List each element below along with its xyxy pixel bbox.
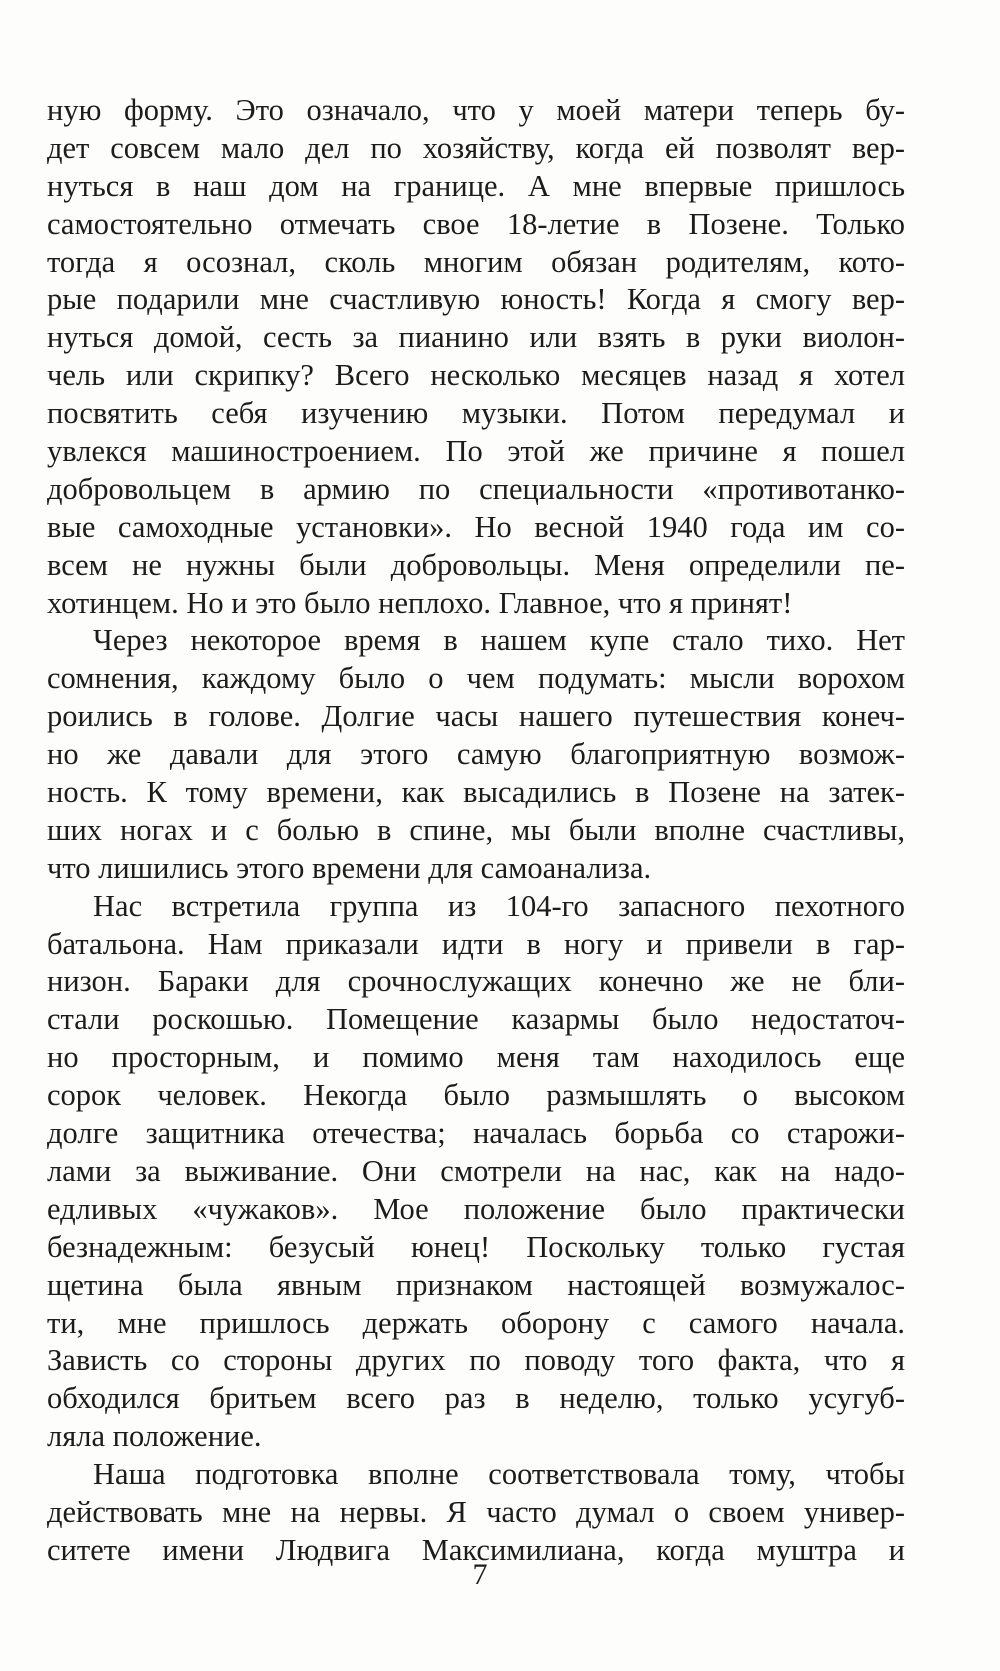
text-line: сомнения, каждому было о чем подумать: мысли ворохом xyxy=(47,661,905,696)
text-line: самостоятельно отмечать свое 18-летие в Позене. Только xyxy=(47,206,905,241)
text-line: щетина была явным признаком настоящей возмужалос- xyxy=(47,1267,905,1302)
paragraph-first-line: Через некоторое время в нашем купе стало тихо. Нет xyxy=(93,623,905,658)
page-number-value: 7 xyxy=(472,1558,488,1591)
text-line: что лишились этого времени для самоанализа. xyxy=(47,850,652,885)
text-line: обходился бритьем всего раз в неделю, только усугуб- xyxy=(47,1381,905,1416)
text-line: но просторным, и помимо меня там находилось еще xyxy=(47,1040,905,1075)
text-line: посвятить себя изучению музыки. Потом передумал и xyxy=(47,396,905,431)
text-line: сорок человек. Некогда было размышлять о высоком xyxy=(47,1078,905,1113)
text-line: нуться в наш дом на границе. А мне впервые пришлось xyxy=(47,168,905,203)
text-line: добровольцем в армию по специальности «противотанко- xyxy=(47,471,905,506)
text-line: тогда я осознал, сколь многим обязан родителям, кото- xyxy=(47,244,905,279)
text-line: ляла положение. xyxy=(47,1419,262,1454)
text-line: долге защитника отечества; началась борьба со старожи- xyxy=(47,1116,905,1151)
paragraph-first-line: Нас встретила группа из 104-го запасного пехотного xyxy=(93,888,905,923)
text-line: увлекся машиностроением. По этой же причине я пошел xyxy=(47,434,905,469)
page-number xyxy=(0,1558,1000,1592)
body-text xyxy=(47,92,905,1570)
text-line: всем не нужны были добровольцы. Меня определили пе- xyxy=(47,547,905,582)
text-line: лами за выживание. Они смотрели на нас, как на надо- xyxy=(47,1153,905,1188)
text-line: стали роскошью. Помещение казармы было недостаточ- xyxy=(47,1002,905,1037)
text-line: безнадежным: безусый юнец! Поскольку только густая xyxy=(47,1229,905,1264)
text-line: рые подарили мне счастливую юность! Когда я смогу вер- xyxy=(47,282,905,317)
text-line: хотинцем. Но и это было неплохо. Главное, что я принят! xyxy=(47,585,793,620)
paragraph-first-line: Наша подготовка вполне соответствовала тому, чтобы xyxy=(93,1457,905,1492)
text-line: вые самоходные установки». Но весной 1940 года им со- xyxy=(47,509,905,544)
text-line: но же давали для этого самую благоприятную возмож- xyxy=(47,737,905,772)
text-line: действовать мне на нервы. Я часто думал о своем универ- xyxy=(47,1494,905,1529)
text-line: чель или скрипку? Всего несколько месяцев назад я хотел xyxy=(47,358,905,393)
text-line: дет совсем мало дел по хозяйству, когда ей позволят вер- xyxy=(47,130,905,165)
text-line: ших ногах и с болью в спине, мы были вполне счастливы, xyxy=(47,812,905,847)
text-line: едливых «чужаков». Мое положение было практически xyxy=(47,1191,905,1226)
text-line: ти, мне пришлось держать оборону с самого начала. xyxy=(47,1305,905,1340)
text-line: Зависть со стороны других по поводу того факта, что я xyxy=(47,1343,905,1378)
text-line: батальона. Нам приказали идти в ногу и привели в гар- xyxy=(47,926,905,961)
text-line: ную форму. Это означало, что у моей матери теперь бу- xyxy=(47,93,905,127)
text-line: роились в голове. Долгие часы нашего путешествия конеч- xyxy=(47,699,905,734)
text-line: низон. Бараки для срочнослужащих конечно же не бли- xyxy=(47,964,905,999)
text-line: ситете имени Людвига Максимилиана, когда муштра и xyxy=(47,1532,905,1567)
text-line: нуться домой, сесть за пианино или взять в руки виолон- xyxy=(47,320,905,355)
text-line: ность. К тому времени, как высадились в Позене на затек- xyxy=(47,775,905,810)
